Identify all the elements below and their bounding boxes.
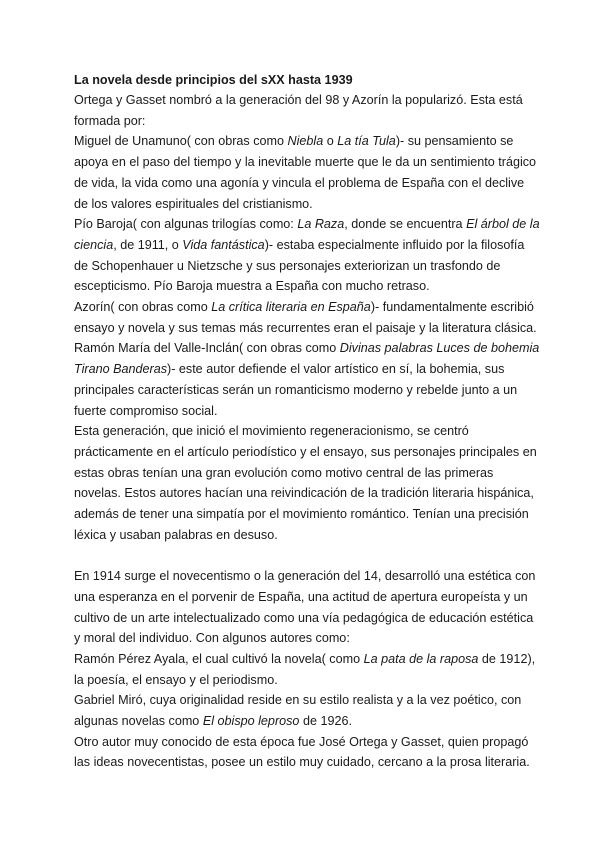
paragraph <box>74 338 540 421</box>
work-title: La crítica literaria en España <box>211 300 371 315</box>
paragraph <box>74 732 540 773</box>
text-run: Otro autor muy conocido de esta época fue José Ortega y Gasset, quien propagó las ideas novecentistas, posee un estilo muy cuidado, cercano a la prosa literaria. <box>74 734 530 770</box>
paragraph <box>74 421 540 545</box>
text-run: de 1912), la poesía, el ensayo y el periodismo. <box>74 651 536 687</box>
work-title: Divinas palabras Luces de bohemia Tirano Banderas <box>74 341 540 377</box>
text-run: Ramón Pérez Ayala, el cual cultivó la novela( como <box>74 651 364 666</box>
paragraph <box>74 297 540 338</box>
work-title: La pata de la raposa <box>363 651 479 666</box>
paragraph <box>74 566 540 649</box>
text-run: )- su pensamiento se apoya en el paso del tiempo y la inevitable muerte que le da un sentimiento trágico de vida, la vida como una agonía y vincula el problema de España con el declive de los valores espirituales del cristianismo. <box>74 134 537 211</box>
text-run: Pío Baroja( con algunas trilogías como: <box>74 217 298 232</box>
work-title: Vida fantástica <box>182 237 265 252</box>
text-run: Azorín( con obras como <box>74 300 212 315</box>
document-title: La novela desde principios del sXX hasta 1939 <box>74 73 353 87</box>
text-run: , donde se encuentra <box>344 217 467 232</box>
text-run: Ortega y Gasset nombró a la generación del 98 y Azorín la popularizó. Esta está formada por: <box>74 93 523 128</box>
text-run: Miguel de Unamuno( con obras como <box>74 134 288 149</box>
text-run: de 1926. <box>299 714 352 729</box>
text-run: Ramón María del Valle-Inclán( con obras como <box>74 341 340 356</box>
document-body <box>74 90 540 773</box>
paragraph-spacer <box>74 545 540 566</box>
work-title: La tía Tula <box>337 134 396 149</box>
text-run: , de 1911, o <box>113 237 183 252</box>
text-run: Esta generación, que inició el movimiento regeneracionismo, se centró prácticamente en el artículo periodístico y el ensayo, sus personajes principales en estas obras tenían una gran evolución como motivo central de las primeras novelas. Estos autores hacían una reivindicación de la tradición literaria hispánica, además de tener una simpatía por el movimiento romántico. Tenían una precisión léxica y usaban palabras en desuso. <box>74 424 537 542</box>
text-run: )- fundamentalmente escribió ensayo y novela y sus temas más recurrentes eran el paisaje y la literatura clásica. <box>74 300 537 335</box>
paragraph <box>74 690 540 731</box>
work-title: El obispo leproso <box>202 714 300 729</box>
paragraph <box>74 131 540 214</box>
work-title: La Raza <box>297 217 345 232</box>
text-run: Gabriel Miró, cuya originalidad reside en su estilo realista y a la vez poético, con algunas novelas como <box>74 693 522 729</box>
paragraph <box>74 90 540 131</box>
text-run: )- estaba especialmente influido por la filosofía de Schopenhauer u Nietzsche y sus personajes exteriorizan un trasfondo de escepticismo. Pío Baroja muestra a España con mucho retraso. <box>74 237 525 294</box>
paragraph <box>74 214 540 297</box>
work-title: El árbol de la ciencia <box>74 217 540 252</box>
text-run: o <box>323 134 338 149</box>
paragraph <box>74 649 540 690</box>
text-run: En 1914 surge el novecentismo o la generación del 14, desarrolló una estética con una esperanza en el porvenir de España, una actitud de apertura europeísta y un cultivo de un arte intelectualizado como una vía pedagógica de educación estética y moral del individuo. Con algunos autores como: <box>74 569 536 646</box>
work-title: Niebla <box>287 134 324 149</box>
text-run: )- este autor defiende el valor artístico en sí, la bohemia, sus principales características serán un romanticismo moderno y rebelde junto a un fuerte compromiso social. <box>74 362 518 418</box>
